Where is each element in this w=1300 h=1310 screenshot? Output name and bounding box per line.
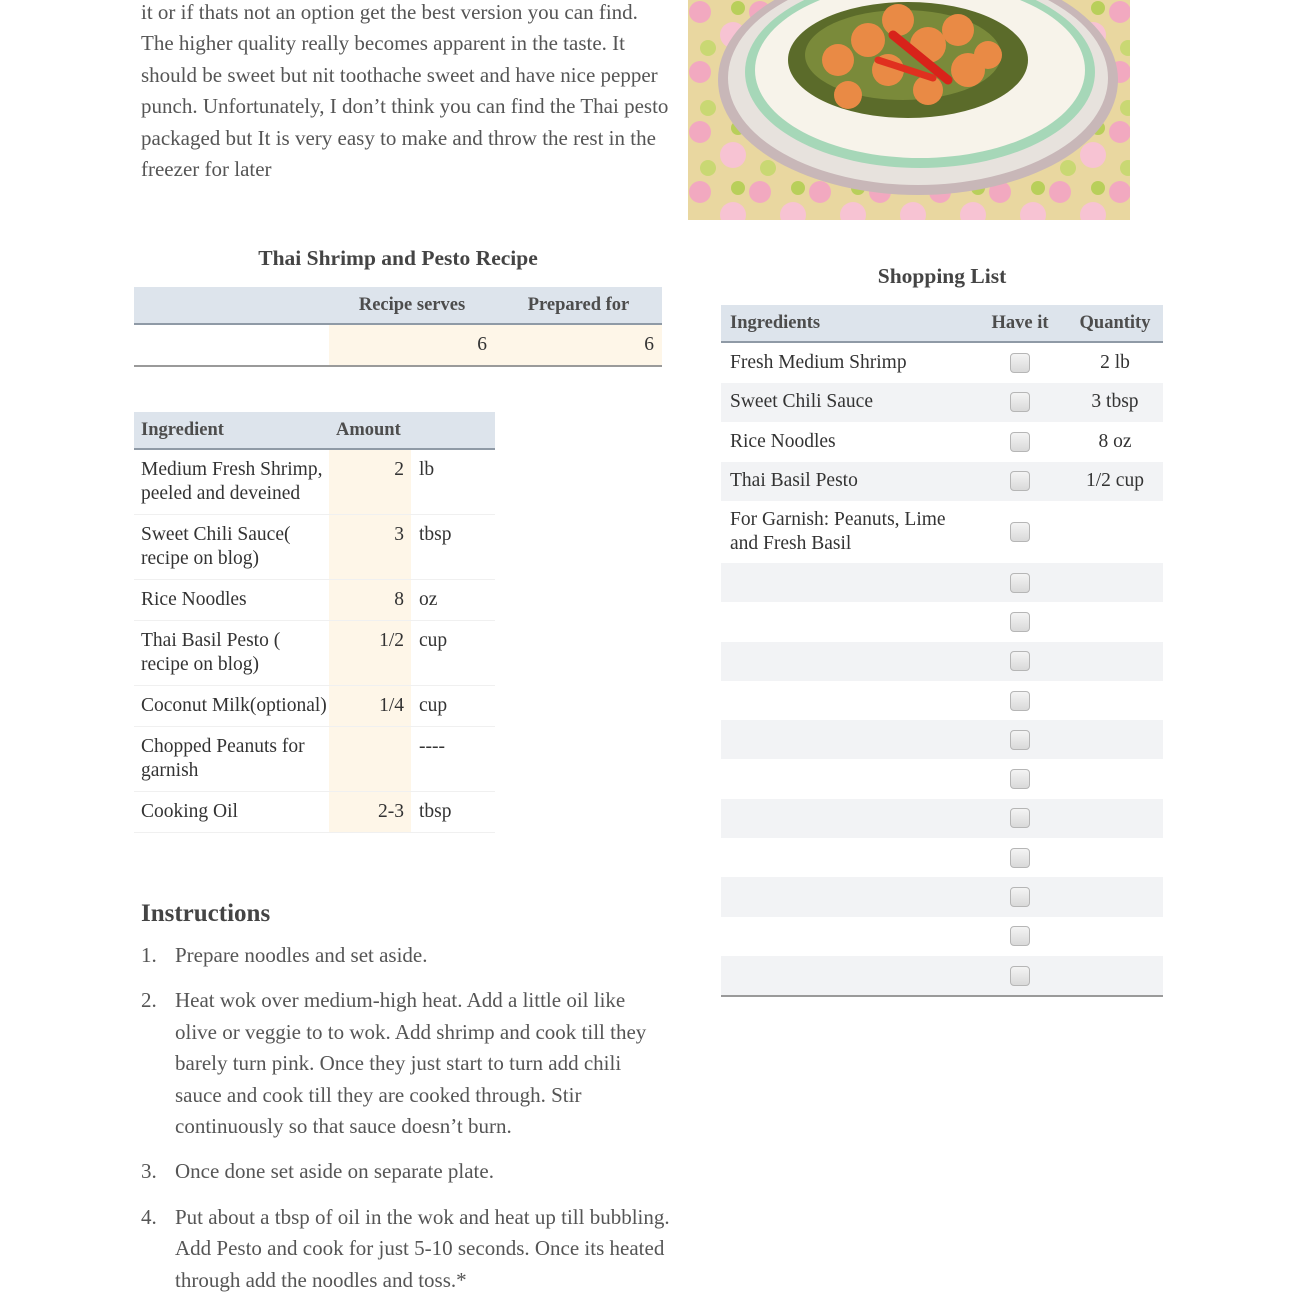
ingredient-name: Thai Basil Pesto ( recipe on blog) [141,630,281,675]
shopping-item-qty: 2 lb [1100,351,1130,373]
have-it-checkbox[interactable] [1010,769,1030,789]
shopping-item-qty: 3 tbsp [1091,391,1139,413]
instructions-list [141,940,671,1310]
ingredient-amount[interactable]: 1/4 [329,686,411,726]
shopping-row [721,917,1163,956]
have-it-cell [973,392,1067,412]
serves-label: Recipe serves [358,294,466,315]
have-it-cell [973,353,1067,373]
shopping-row [721,422,1163,462]
ingredient-col-header: Ingredient [141,419,224,440]
ingredient-row [134,450,495,515]
ingredient-body [134,450,495,833]
step-text: Once done set aside on separate plate. [175,1159,494,1184]
intro-paragraph: it or if thats not an option get the best version you can find. The higher quality really becomes apparent in the taste. It should be sweet but nit toothache sweet and have nice pepper punch. Unfortunately, I don’t think you can find the Thai pesto packaged but It is very easy to make and throw the rest in the freezer for later [141,0,669,182]
shopping-item-name: Rice Noodles [730,430,836,452]
serves-value[interactable]: 6 [329,325,495,365]
step-number: 2. [141,988,157,1013]
step-text: Heat wok over medium-high heat. Add a little oil like olive or veggie to to wok. Add shrimp and cook till they barely turn pink. Once they just start to turn add chili sauce and cook till they are cooked through. Stir continuously so that sauce doesn’t burn. [175,988,647,1139]
ingredient-row [134,621,495,686]
have-it-cell [973,887,1067,907]
ingredient-amount[interactable] [329,727,411,791]
have-it-checkbox[interactable] [1010,353,1030,373]
shopping-row [721,602,1163,641]
ingredient-name: Medium Fresh Shrimp, peeled and deveined [141,459,323,504]
serves-row [134,325,662,367]
shopping-col-qty: Quantity [1079,312,1151,333]
have-it-cell [973,730,1067,750]
ingredient-name: Coconut Milk(optional) [141,695,327,716]
ingredient-unit: tbsp [419,524,452,545]
ingredient-row [134,792,495,833]
step-text: Put about a tbsp of oil in the wok and heat up till bubbling. Add Pesto and cook for just 5-10 seconds. Once its heated through add the noodles and toss.* [175,1204,670,1292]
ingredient-table [134,412,495,833]
instruction-step [141,1156,671,1187]
shopping-body [721,343,1163,997]
shopping-row [721,838,1163,877]
ingredient-name: Rice Noodles [141,589,247,610]
have-it-cell [973,691,1067,711]
ingredient-name: Sweet Chili Sauce( recipe on blog) [141,524,291,569]
have-it-checkbox[interactable] [1010,966,1030,986]
shopping-row [721,501,1163,563]
step-text: Prepare noodles and set aside. [175,943,428,967]
have-it-checkbox[interactable] [1010,808,1030,828]
ingredient-name: Chopped Peanuts for garnish [141,736,305,781]
shopping-row [721,343,1163,383]
have-it-cell [973,769,1067,789]
have-it-checkbox[interactable] [1010,522,1030,542]
have-it-cell [973,573,1067,593]
amount-col-header: Amount [336,419,401,440]
instruction-step [141,1202,671,1296]
instruction-step [141,940,671,971]
have-it-checkbox[interactable] [1010,573,1030,593]
ingredient-row [134,686,495,727]
step-number: 4. [141,1204,157,1229]
recipe-title: Thai Shrimp and Pesto Recipe [258,246,538,270]
shopping-row [721,681,1163,720]
ingredient-name: Cooking Oil [141,801,238,822]
have-it-checkbox[interactable] [1010,926,1030,946]
have-it-cell [973,966,1067,986]
shopping-item-qty: 1/2 cup [1086,470,1144,492]
have-it-checkbox[interactable] [1010,392,1030,412]
ingredient-unit: cup [419,695,448,716]
ingredient-unit: oz [419,589,438,610]
dish-photo [688,0,1130,220]
serves-header [134,287,662,325]
shopping-row [721,563,1163,602]
shopping-row [721,642,1163,681]
step-number: 3. [141,1159,157,1184]
shopping-row [721,720,1163,759]
have-it-checkbox[interactable] [1010,730,1030,750]
have-it-checkbox[interactable] [1010,691,1030,711]
ingredient-header [134,412,495,450]
shopping-title: Shopping List [877,264,1007,288]
shopping-row [721,759,1163,798]
have-it-checkbox[interactable] [1010,612,1030,632]
have-it-checkbox[interactable] [1010,887,1030,907]
shopping-row [721,877,1163,916]
shopping-item-qty: 8 oz [1098,430,1132,452]
have-it-checkbox[interactable] [1010,651,1030,671]
shopping-row [721,383,1163,423]
shopping-item-name: Thai Basil Pesto [730,470,858,492]
have-it-cell [973,848,1067,868]
have-it-checkbox[interactable] [1010,848,1030,868]
have-it-checkbox[interactable] [1010,471,1030,491]
ingredient-row [134,727,495,792]
ingredient-unit: lb [419,459,435,480]
serves-row-blank [134,325,329,365]
ingredient-row [134,515,495,580]
shopping-header [721,305,1163,343]
shopping-col-have: Have it [991,312,1049,333]
have-it-cell [973,612,1067,632]
have-it-checkbox[interactable] [1010,432,1030,452]
ingredient-unit: ---- [419,736,445,757]
prepared-label: Prepared for [527,294,630,315]
instructions-heading: Instructions [141,900,271,927]
dish-photo-svg [688,0,1130,220]
shopping-col-ingredients: Ingredients [730,312,821,333]
shopping-row [721,462,1163,502]
ingredient-unit: tbsp [419,801,452,822]
have-it-cell [973,522,1067,542]
prepared-value[interactable]: 6 [495,325,662,365]
have-it-cell [973,651,1067,671]
ingredient-amount[interactable]: 8 [329,580,411,620]
have-it-cell [973,432,1067,452]
ingredient-amount[interactable]: 1/2 [329,621,411,685]
shopping-row [721,799,1163,838]
serves-table [134,287,662,367]
shopping-item-name: Sweet Chili Sauce [730,391,873,413]
shopping-row [721,956,1163,995]
instruction-step [141,985,671,1142]
have-it-cell [973,471,1067,491]
step-number: 1. [141,943,157,967]
shopping-table [721,305,1163,997]
have-it-cell [973,808,1067,828]
ingredient-amount[interactable]: 2-3 [329,792,411,832]
shopping-item-name: Fresh Medium Shrimp [730,351,907,373]
ingredient-amount[interactable]: 2 [329,450,411,514]
ingredient-amount[interactable]: 3 [329,515,411,579]
shopping-item-name: For Garnish: Peanuts, Lime and Fresh Basil [730,509,946,554]
ingredient-unit: cup [419,630,448,651]
ingredient-row [134,580,495,621]
have-it-cell [973,926,1067,946]
